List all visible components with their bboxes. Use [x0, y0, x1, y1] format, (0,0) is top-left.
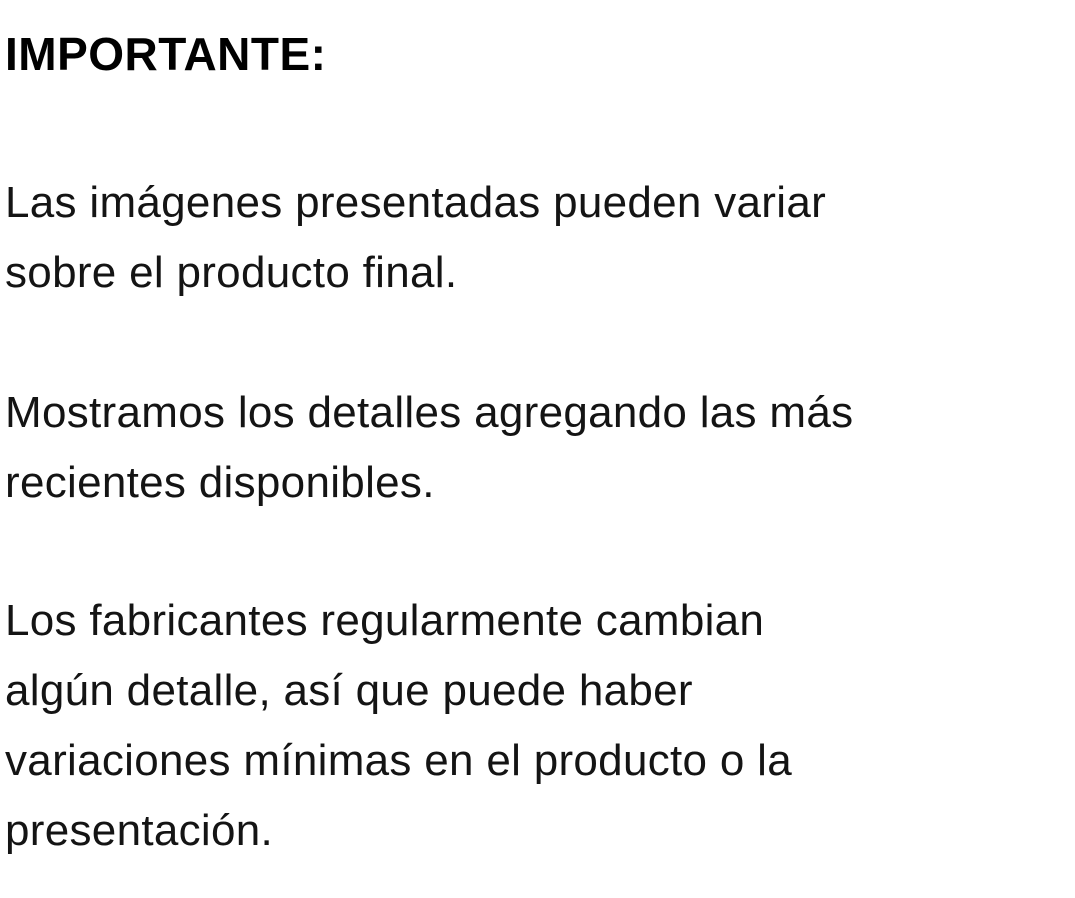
- paragraph-manufacturer-changes: [5, 586, 1075, 866]
- paragraph-line: Mostramos los detalles agregando las más: [5, 388, 854, 437]
- paragraph-line: algún detalle, así que puede haber: [5, 666, 693, 715]
- paragraph-line: sobre el producto final.: [5, 248, 458, 297]
- paragraph-line: Los fabricantes regularmente cambian: [5, 596, 765, 645]
- page-title: IMPORTANTE:: [5, 28, 327, 80]
- paragraph-line: variaciones mínimas en el producto o la: [5, 736, 792, 785]
- paragraph-line: presentación.: [5, 806, 274, 855]
- paragraph-line: Las imágenes presentadas pueden variar: [5, 178, 827, 227]
- paragraph-details-shown: [5, 378, 1075, 518]
- paragraph-images-vary: [5, 168, 1075, 308]
- paragraph-line: recientes disponibles.: [5, 458, 435, 507]
